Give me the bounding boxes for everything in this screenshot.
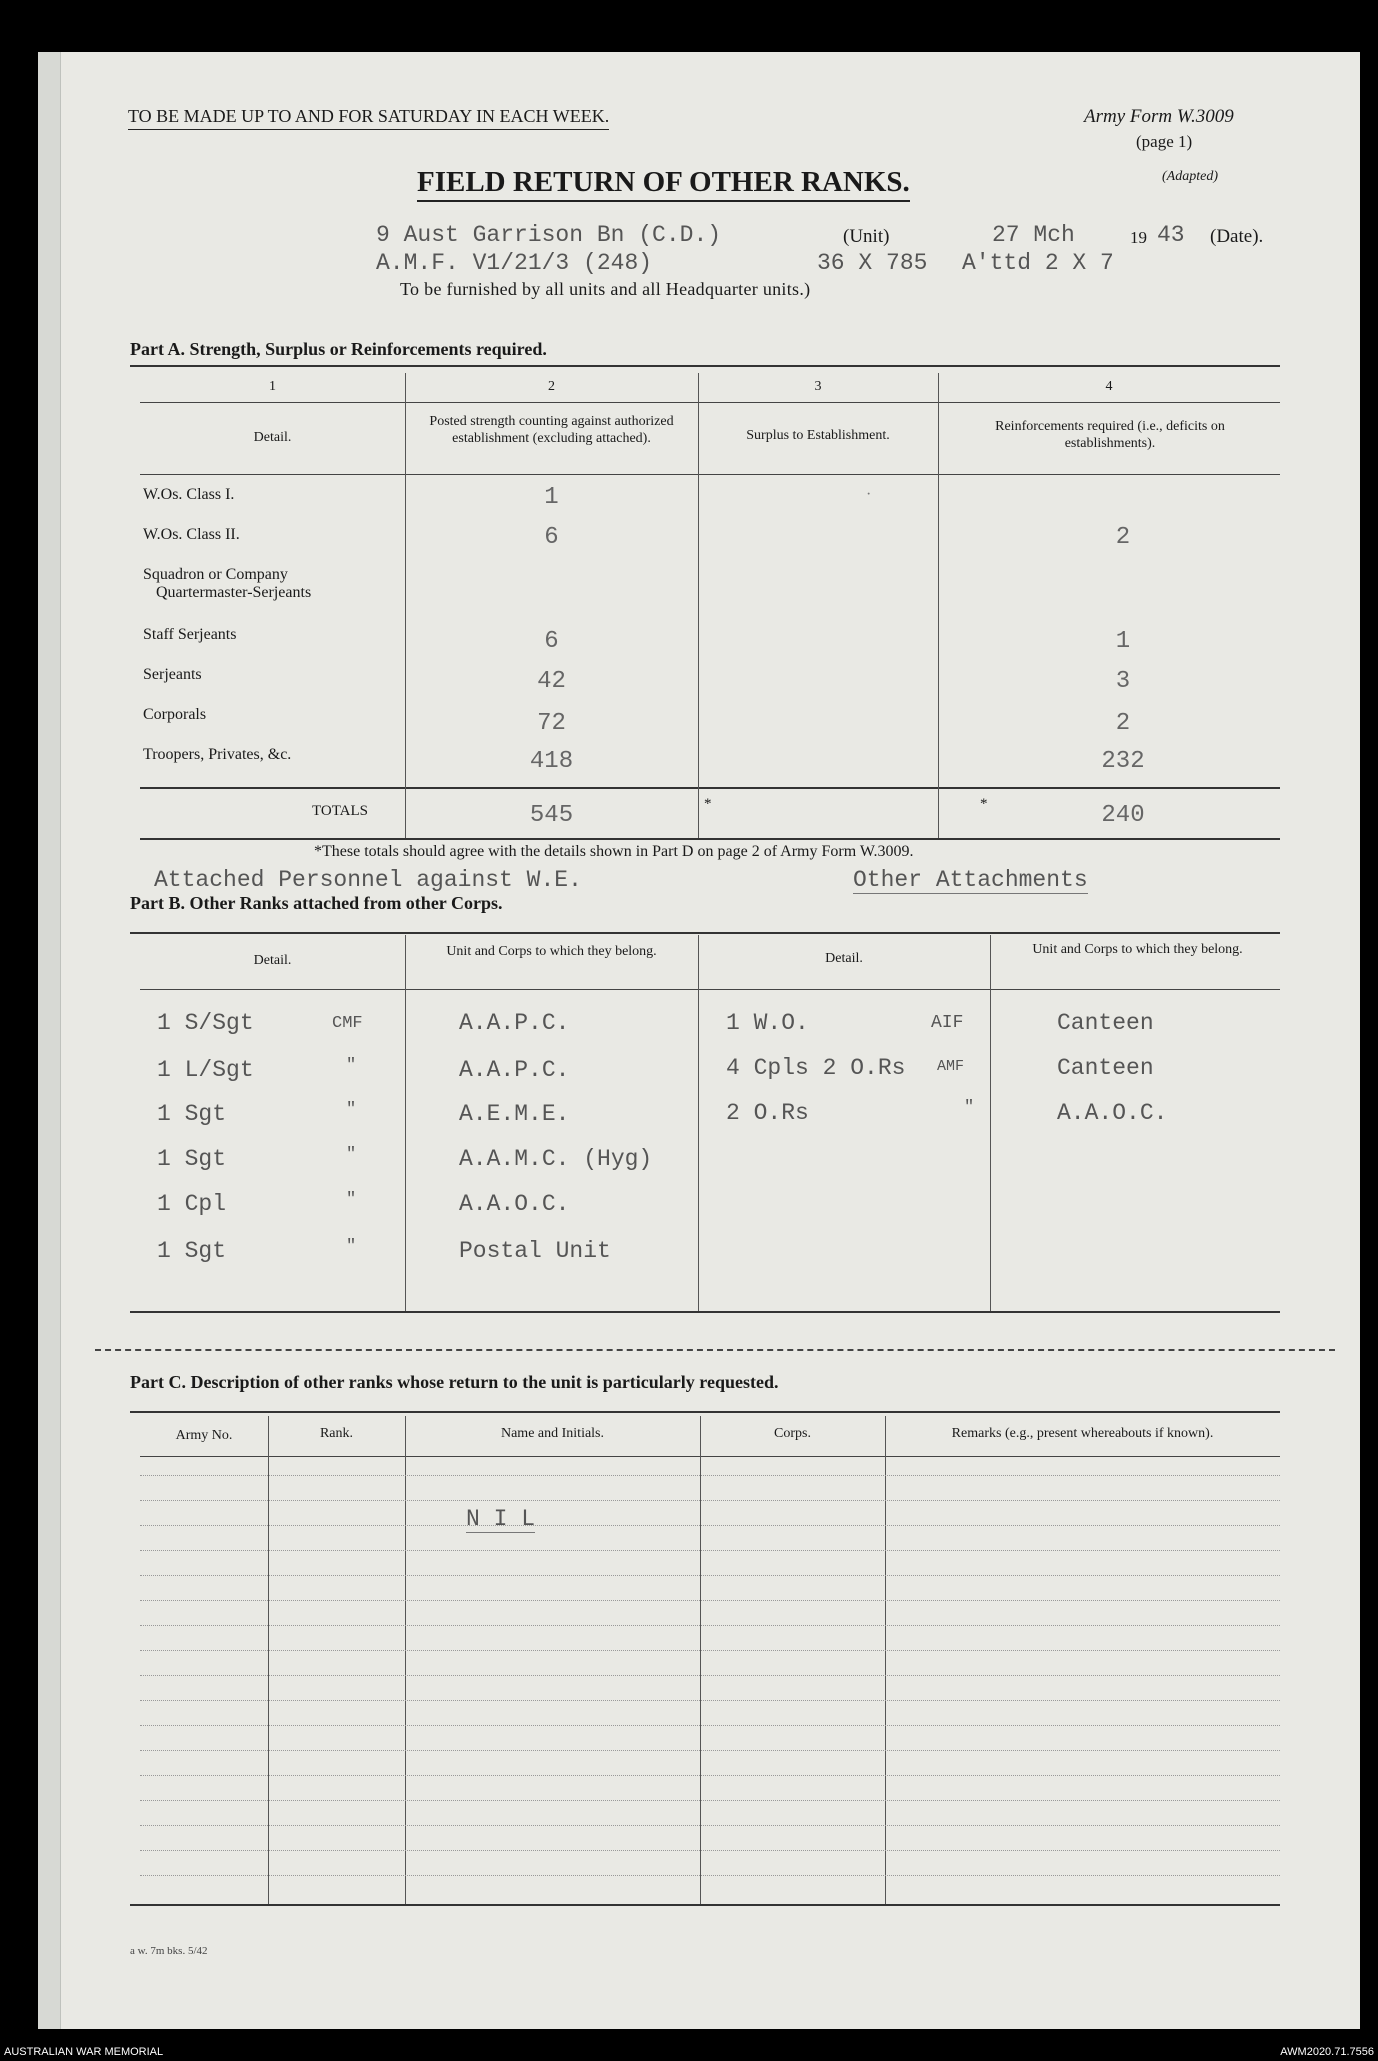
row-detail-line: Squadron or Company [143,566,288,583]
attached-detail: 1 Cpl [157,1191,227,1217]
date-label: (Date). [1210,226,1264,247]
other-detail: 2 O.Rs [726,1100,809,1126]
row-detail-line: Quartermaster-Serjeants [156,584,312,601]
row-reinforcements: 2 [1115,710,1131,737]
footer-right: AWM2020.71.7556 [1280,2046,1374,2058]
page-title: FIELD RETURN OF OTHER RANKS. [417,166,910,202]
col-header-posted: Posted strength counting against authorized establishment (excluding attached). [429,414,674,446]
attached-source: " [346,1100,357,1119]
year-value: 43 [1157,222,1185,248]
attached-detail: 1 L/Sgt [157,1057,254,1083]
weekly-instruction: TO BE MADE UP TO AND FOR SATURDAY IN EACH WEEK. [128,106,609,130]
print-code: a w. 7m bks. 5/42 [130,1945,208,1957]
unit-value: 9 Aust Garrison Bn (C.D.) [376,222,722,248]
attached-source: " [346,1056,357,1075]
row-posted: 72 [537,710,566,737]
row-posted: 418 [529,748,574,775]
other-detail: 1 W.O. [726,1010,809,1036]
row-reinforcements: 3 [1115,668,1131,695]
col-number-1: 1 [269,379,276,394]
totals-reinforcements: 240 [1101,802,1145,829]
other-attachments-typed: Other Attachments [853,867,1088,893]
date-value: 27 Mch [992,222,1075,248]
row-detail: Staff Serjeants [143,626,237,643]
col-header-detail: Detail. [825,951,863,966]
part-a-footnote: *These totals should agree with the details shown in Part D on page 2 of Army Form W.3009. [314,843,914,860]
col-header-army-no: Army No. [175,1428,233,1443]
part-a-heading: Part A. Strength, Surplus or Reinforcements required. [130,339,547,359]
attached-personnel-typed: Attached Personnel against W.E. [154,867,582,893]
attached-source: CMF [332,1014,363,1033]
attached-detail: 1 Sgt [157,1238,227,1264]
col-header-remarks: Remarks (e.g., present whereabouts if known). [951,1426,1214,1441]
footer-left: AUSTRALIAN WAR MEMORIAL [4,2046,164,2058]
page-indicator: (page 1) [1136,132,1193,151]
secondary-reference: 36 X 785 [817,250,928,276]
col-number-4: 4 [1105,379,1113,394]
attached-unit: A.A.O.C. [459,1191,570,1217]
attached-source: " [346,1237,357,1256]
other-unit: Canteen [1057,1010,1154,1036]
year-prefix: 19 [1130,228,1147,247]
col-number-3: 3 [814,379,822,394]
row-posted: 6 [544,524,559,551]
attached-unit: A.A.P.C. [459,1010,570,1036]
other-source: AMF [937,1058,965,1075]
amf-reference: A.M.F. V1/21/3 (248) [376,250,653,276]
part-c-heading: Part C. Description of other ranks whose return to the unit is particularly requested. [130,1372,779,1392]
furnish-note: To be furnished by all units and all Headquarter units.) [400,279,811,299]
row-detail: W.Os. Class I. [143,486,235,503]
attached-reference: A'ttd 2 X 7 [962,250,1114,276]
row-detail: W.Os. Class II. [143,526,240,543]
row-reinforcements: 1 [1115,628,1131,655]
attached-detail: 1 S/Sgt [157,1010,254,1036]
other-detail: 4 Cpls 2 O.Rs [726,1055,906,1081]
row-reinforcements: 2 [1115,524,1131,551]
row-posted: 6 [544,628,559,655]
page-edge [38,52,61,2029]
col-header-detail: Detail. [253,430,292,445]
nil-entry: N I L [466,1506,536,1532]
adapted-note: (Adapted) [1162,169,1218,184]
perforation-line [95,1349,1335,1351]
attached-source: " [346,1145,357,1164]
col-header-name: Name and Initials. [500,1426,605,1441]
part-b-heading: Part B. Other Ranks attached from other Corps. [130,893,503,913]
col-header-reinforcements: Reinforcements required (i.e., deficits on establishments). [995,419,1225,451]
totals-posted: 545 [529,802,574,829]
form-number: Army Form W.3009 [1084,106,1234,127]
attached-unit: A.A.M.C. (Hyg) [459,1146,653,1172]
col-number-2: 2 [548,379,555,394]
col-header-corps: Corps. [774,1426,811,1441]
row-reinforcements: 232 [1101,748,1145,775]
attached-unit: A.A.P.C. [459,1057,570,1083]
totals-reinf-mark: * [980,796,988,812]
row-detail: Serjeants [143,666,202,683]
col-header-surplus: Surplus to Establishment. [746,428,890,443]
col-header-unit: Unit and Corps to which they belong. [446,944,657,959]
row-posted: 42 [537,668,566,695]
attached-detail: 1 Sgt [157,1146,227,1172]
totals-surplus-mark: * [704,796,712,812]
totals-label: TOTALS [312,803,369,819]
row-detail: Troopers, Privates, &c. [143,746,292,763]
row-detail [143,566,311,602]
col-header-detail: Detail. [253,953,292,968]
stray-dot: · [866,486,872,503]
attached-unit: Postal Unit [459,1238,611,1264]
attached-detail: 1 Sgt [157,1101,227,1127]
other-unit: Canteen [1057,1055,1154,1081]
other-source: AIF [931,1013,964,1033]
unit-label: (Unit) [843,226,890,247]
col-header-rank: Rank. [319,1426,354,1441]
attached-source: " [346,1190,357,1209]
other-unit: A.A.O.C. [1057,1100,1168,1126]
row-detail: Corporals [143,706,207,723]
row-posted: 1 [544,484,559,511]
other-source: " [964,1098,975,1117]
col-header-unit: Unit and Corps to which they belong. [1032,942,1243,957]
attached-unit: A.E.M.E. [459,1101,570,1127]
